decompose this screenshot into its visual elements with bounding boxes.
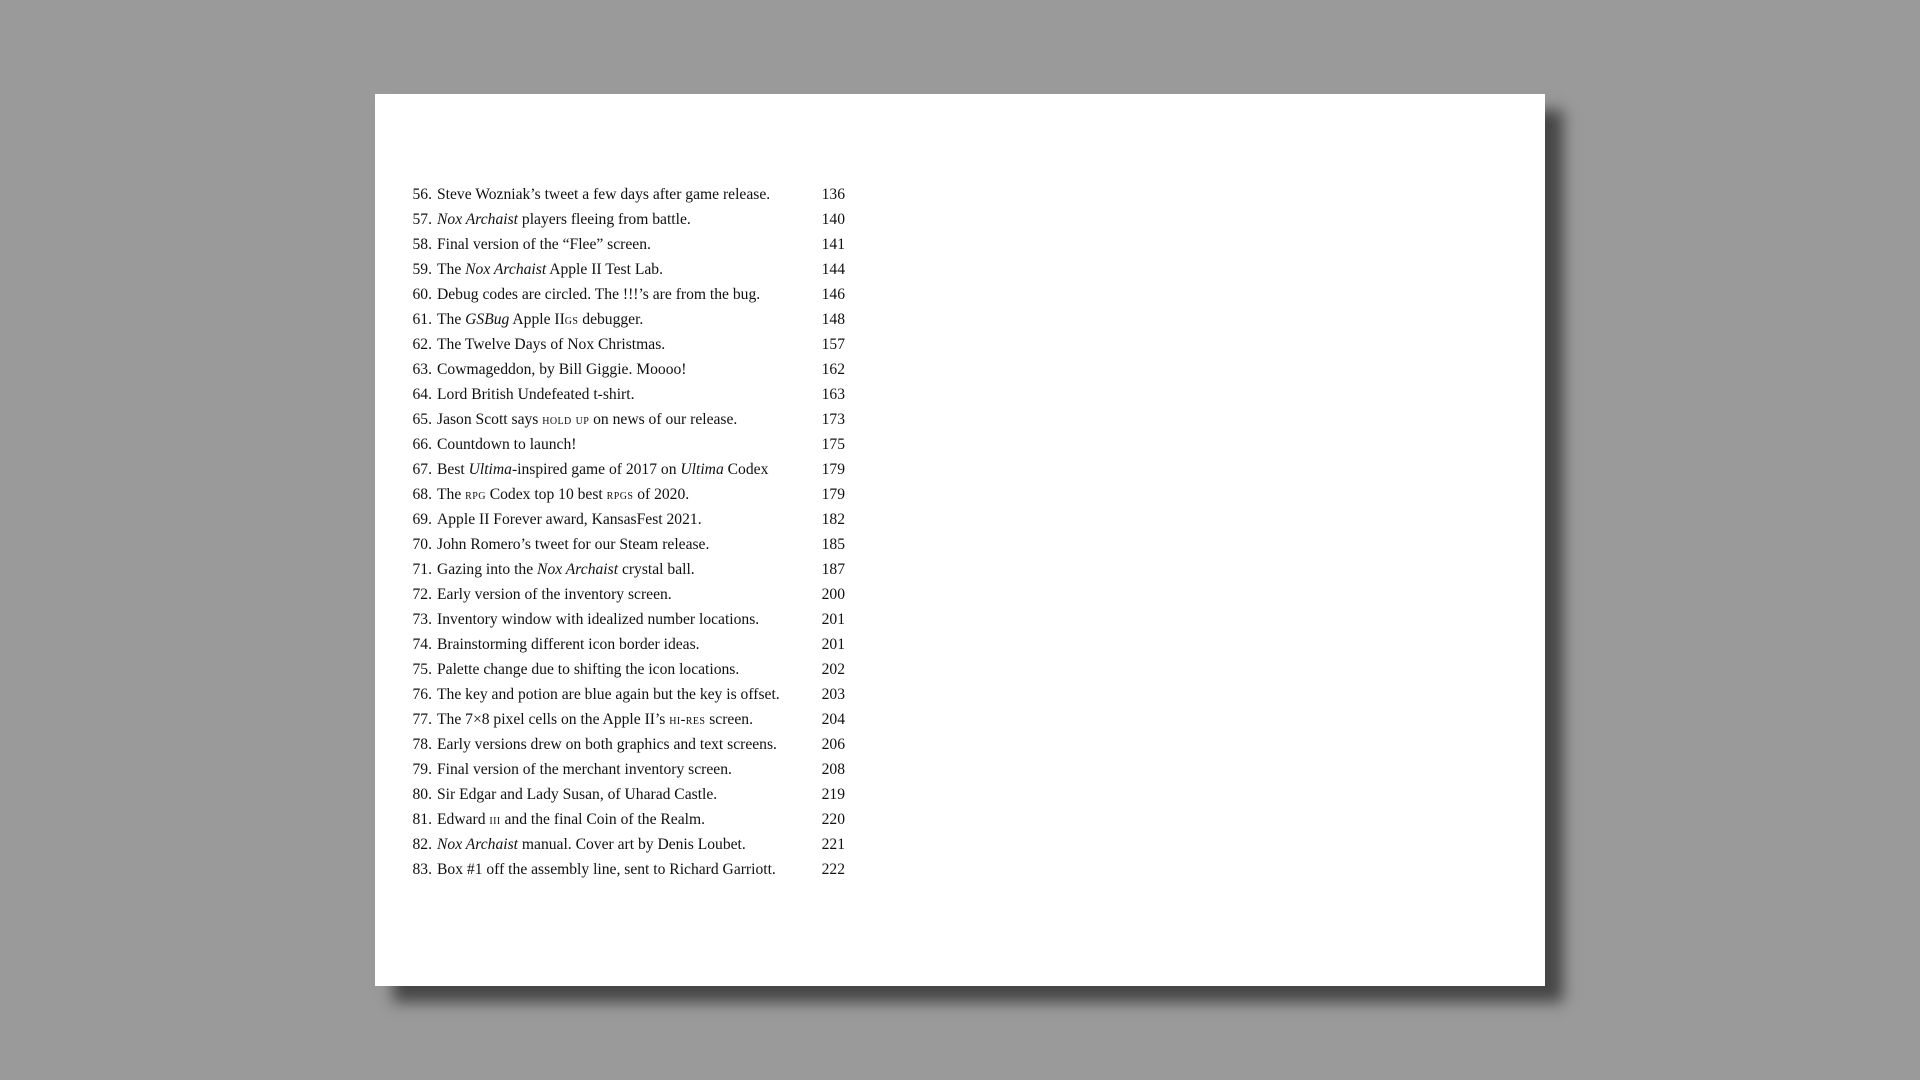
figure-number: 57. [412,211,432,228]
figure-page-number: 144 [821,261,845,278]
caption-text: of 2020. [633,486,690,503]
figure-page-number: 162 [821,361,845,378]
caption-text: Final version of the merchant inventory screen. [437,761,732,778]
figure-number: 69. [412,511,432,528]
figure-list-entry [405,736,845,761]
figure-number: 63. [412,361,432,378]
caption-italic-text: Ultima [468,461,512,478]
caption-small-caps-text: gs [564,312,579,328]
figure-number: 74. [412,636,432,653]
figure-page-number: 140 [821,211,845,228]
caption-small-caps-text: rpg [465,487,486,503]
figure-page-number: 201 [821,636,845,653]
figure-page-number: 173 [821,411,845,428]
figure-page-number: 206 [821,736,845,753]
figure-page-number: 202 [821,661,845,678]
figure-number: 58. [412,236,432,253]
figure-list-entry [405,686,845,711]
figure-page-number: 179 [821,486,845,503]
caption-text: The 7×8 pixel cells on the Apple II’s [437,711,670,728]
figure-number: 72. [412,586,432,603]
caption-small-caps-text: iii [489,812,501,828]
figure-list-entry [405,661,845,686]
figure-caption [437,286,797,304]
figure-page-number: 157 [821,336,845,353]
figure-caption [437,611,797,629]
caption-small-caps-text: hold up [542,412,590,428]
caption-text: screen. [705,711,753,728]
figure-page-number: 185 [821,536,845,553]
caption-text: Box #1 off the assembly line, sent to Richard Garriott. [437,861,776,878]
caption-text: Cowmageddon, by Bill Giggie. Moooo! [437,361,687,378]
figure-page-number: 141 [821,236,845,253]
figure-caption [437,261,797,279]
caption-text: Gazing into the [437,561,538,578]
figure-number: 81. [412,811,432,828]
figure-page-number: 163 [821,386,845,403]
figure-caption [437,461,797,479]
figure-caption [437,186,797,204]
figure-caption [437,336,797,354]
figure-number: 64. [412,386,432,403]
list-of-figures [405,186,845,886]
figure-page-number: 148 [821,311,845,328]
figure-list-entry [405,186,845,211]
caption-text: Apple II Forever award, KansasFest 2021. [437,511,702,528]
figure-caption [437,536,797,554]
figure-caption [437,386,797,404]
figure-page-number: 175 [821,436,845,453]
figure-number: 79. [412,761,432,778]
caption-text: John Romero’s tweet for our Steam release. [437,536,710,553]
figure-page-number: 187 [821,561,845,578]
caption-text: Codex [723,461,769,478]
document-page [375,94,1545,986]
figure-list-entry [405,611,845,636]
caption-italic-text: Nox Archaist [437,836,518,853]
figure-list-entry [405,311,845,336]
figure-number: 82. [412,836,432,853]
figure-number: 62. [412,336,432,353]
figure-page-number: 222 [821,861,845,878]
figure-number: 65. [412,411,432,428]
figure-caption [437,736,797,754]
figure-caption [437,786,797,804]
caption-text: on news of our release. [589,411,738,428]
figure-list-entry [405,786,845,811]
figure-page-number: 146 [821,286,845,303]
figure-page-number: 179 [821,461,845,478]
caption-text: Palette change due to shifting the icon locations. [437,661,740,678]
figure-list-entry [405,511,845,536]
figure-caption [437,511,797,529]
caption-text: Sir Edgar and Lady Susan, of Uharad Castle. [437,786,718,803]
caption-italic-text: GSBug [465,311,510,328]
figure-list-entry [405,811,845,836]
caption-text: Best [437,461,469,478]
figure-caption [437,836,797,854]
caption-text: The Twelve Days of Nox Christmas. [437,336,666,353]
caption-text: Apple II [509,311,565,328]
figure-list-entry [405,411,845,436]
figure-list-entry [405,486,845,511]
caption-text: Final version of the “Flee” screen. [437,236,651,253]
caption-text: Debug codes are circled. The !!!’s are from the bug. [437,286,761,303]
figure-page-number: 182 [821,511,845,528]
caption-text: Early version of the inventory screen. [437,586,672,603]
caption-text: The [437,486,466,503]
figure-caption [437,311,797,329]
figure-list-entry [405,536,845,561]
figure-caption [437,211,797,229]
figure-page-number: 200 [821,586,845,603]
figure-caption [437,236,797,254]
figure-page-number: 221 [821,836,845,853]
figure-caption [437,711,797,729]
figure-caption [437,361,797,379]
caption-text: crystal ball. [618,561,695,578]
figure-page-number: 136 [821,186,845,203]
figure-list-entry [405,336,845,361]
caption-text: Jason Scott says [437,411,543,428]
figure-page-number: 203 [821,686,845,703]
figure-list-entry [405,286,845,311]
figure-number: 71. [412,561,432,578]
caption-text: Brainstorming different icon border ideas. [437,636,700,653]
figure-list-entry [405,436,845,461]
figure-list-entry [405,261,845,286]
caption-text: The [437,261,466,278]
caption-text: Countdown to launch! [437,436,577,453]
figure-caption [437,636,797,654]
figure-number: 73. [412,611,432,628]
figure-list-entry [405,636,845,661]
figure-caption [437,586,797,604]
figure-number: 56. [412,186,432,203]
figure-page-number: 219 [821,786,845,803]
caption-text: debugger. [578,311,644,328]
figure-page-number: 220 [821,811,845,828]
figure-list-entry [405,836,845,861]
figure-page-number: 204 [821,711,845,728]
figure-caption [437,411,797,429]
caption-text: Edward [437,811,490,828]
figure-number: 83. [412,861,432,878]
figure-number: 77. [412,711,432,728]
figure-caption [437,686,797,704]
caption-text: players fleeing from battle. [518,211,691,228]
figure-number: 61. [412,311,432,328]
caption-text: Codex top 10 best [485,486,607,503]
caption-text: The [437,311,466,328]
figure-list-entry [405,861,845,886]
caption-small-caps-text: rpgs [606,487,634,503]
figure-caption [437,661,797,679]
figure-list-entry [405,461,845,486]
figure-caption [437,561,797,579]
caption-text: manual. Cover art by Denis Loubet. [518,836,746,853]
caption-italic-text: Ultima [680,461,724,478]
figure-number: 75. [412,661,432,678]
figure-number: 60. [412,286,432,303]
figure-number: 70. [412,536,432,553]
figure-number: 66. [412,436,432,453]
figure-number: 80. [412,786,432,803]
caption-text: Inventory window with idealized number locations. [437,611,760,628]
caption-italic-text: Nox Archaist [537,561,619,578]
figure-number: 59. [412,261,432,278]
figure-number: 78. [412,736,432,753]
figure-page-number: 208 [821,761,845,778]
caption-text: -inspired game of 2017 on [511,461,681,478]
figure-number: 76. [412,686,432,703]
figure-caption [437,761,797,779]
figure-page-number: 201 [821,611,845,628]
figure-list-entry [405,761,845,786]
figure-list-entry [405,561,845,586]
caption-italic-text: Nox Archaist [437,211,518,228]
figure-list-entry [405,386,845,411]
figure-list-entry [405,586,845,611]
figure-caption [437,486,797,504]
figure-number: 67. [412,461,432,478]
figure-list-entry [405,711,845,736]
caption-text: Apple II Test Lab. [546,261,664,278]
figure-number: 68. [412,486,432,503]
caption-italic-text: Nox Archaist [465,261,547,278]
figure-caption [437,436,797,454]
caption-text: Steve Wozniak’s tweet a few days after game release. [437,186,771,203]
figure-caption [437,811,797,829]
figure-caption [437,861,797,879]
caption-text: and the final Coin of the Realm. [500,811,706,828]
caption-text: Lord British Undefeated t-shirt. [437,386,635,403]
figure-list-entry [405,236,845,261]
caption-text: Early versions drew on both graphics and text screens. [437,736,777,753]
figure-list-entry [405,211,845,236]
caption-small-caps-text: hi-res [669,712,706,728]
figure-list-entry [405,361,845,386]
caption-text: The key and potion are blue again but the key is offset. [437,686,780,703]
